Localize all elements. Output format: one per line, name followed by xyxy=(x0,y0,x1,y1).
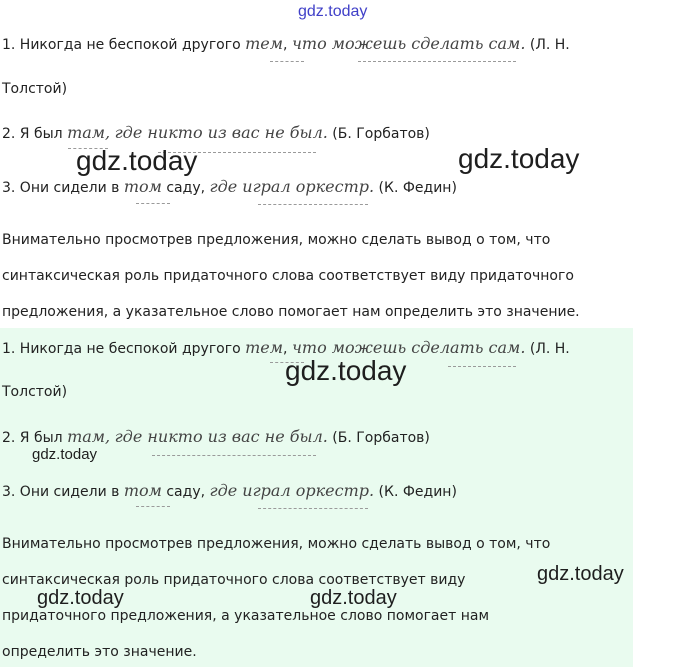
conclusion-line: Внимательно просмотрев предложения, можно сделать вывод о том, что xyxy=(2,536,551,552)
demonstrative-word: том xyxy=(123,177,162,196)
sentence-text: саду, xyxy=(161,484,210,500)
sentence-text: , xyxy=(283,37,292,53)
sentence-text: 1. Никогда не беспокой другого xyxy=(2,341,246,357)
subordinate-clause: где играл оркестр. xyxy=(209,481,375,500)
sentence-text: , xyxy=(283,341,292,357)
watermark: gdz.today xyxy=(76,145,198,176)
subordinate-clause: что можешь сделать сам. xyxy=(291,338,526,357)
sentence-author: (Б. Горбатов) xyxy=(327,430,430,446)
demonstrative-word: там, xyxy=(67,427,111,446)
sentence-text: 3. Они сидели в xyxy=(2,484,124,500)
sentence-1-continuation xyxy=(2,79,67,99)
sentence-3 xyxy=(2,481,457,502)
underline-dashed xyxy=(358,61,516,62)
underline-dashed xyxy=(152,455,316,456)
subordinate-clause: где никто из вас не был. xyxy=(114,123,328,142)
sentence-text: 3. Они сидели в xyxy=(2,180,124,196)
watermark: gdz.today xyxy=(458,143,580,174)
watermark: gdz.today xyxy=(285,355,407,386)
sentence-1-continuation xyxy=(2,382,67,402)
sentence-author: (К. Федин) xyxy=(374,484,457,500)
sentence-author: (Л. Н. xyxy=(525,37,570,53)
conclusion-line: синтаксическая роль придаточного слова соответствует виду xyxy=(2,572,466,588)
sentence-1 xyxy=(2,34,570,55)
demonstrative-word: тем xyxy=(245,34,284,53)
sentence-author: (Б. Горбатов) xyxy=(327,126,430,142)
sentence-author: (Л. Н. xyxy=(525,341,570,357)
watermark: gdz.today xyxy=(32,446,98,463)
demonstrative-word: там, xyxy=(67,123,111,142)
conclusion-line: придаточного предложения, а указательное слово помогает нам xyxy=(2,608,490,624)
sentence-3 xyxy=(2,177,457,198)
underline-dashed xyxy=(136,506,170,507)
underline-dashed xyxy=(448,366,516,367)
sentence-text: 1. Никогда не беспокой другого xyxy=(2,37,246,53)
conclusion-line: синтаксическая роль придаточного слова соответствует виду придаточного xyxy=(2,268,574,284)
sentence-author: Толстой) xyxy=(2,384,68,400)
sentence-author: (К. Федин) xyxy=(374,180,457,196)
underline-dashed xyxy=(270,61,304,62)
underline-dashed xyxy=(136,203,170,204)
conclusion-line: предложения, а указательное слово помогает нам определить это значение. xyxy=(2,304,580,320)
underline-dashed xyxy=(258,204,368,205)
watermark: gdz.today xyxy=(298,3,368,20)
sentence-2 xyxy=(2,427,430,448)
subordinate-clause: где играл оркестр. xyxy=(209,177,375,196)
watermark: gdz.today xyxy=(310,587,397,609)
subordinate-clause: где никто из вас не был. xyxy=(114,427,328,446)
conclusion-line: определить это значение. xyxy=(2,644,197,660)
watermark: gdz.today xyxy=(37,587,124,609)
demonstrative-word: тем xyxy=(245,338,284,357)
sentence-text: 2. Я был xyxy=(2,430,68,446)
sentence-text: 2. Я был xyxy=(2,126,68,142)
sentence-2 xyxy=(2,123,430,144)
sentence-text: саду, xyxy=(161,180,210,196)
sentence-author: Толстой) xyxy=(2,81,68,97)
watermark: gdz.today xyxy=(537,563,624,585)
conclusion-line: Внимательно просмотрев предложения, можно сделать вывод о том, что xyxy=(2,232,551,248)
subordinate-clause: что можешь сделать сам. xyxy=(291,34,526,53)
demonstrative-word: том xyxy=(123,481,162,500)
underline-dashed xyxy=(258,508,368,509)
